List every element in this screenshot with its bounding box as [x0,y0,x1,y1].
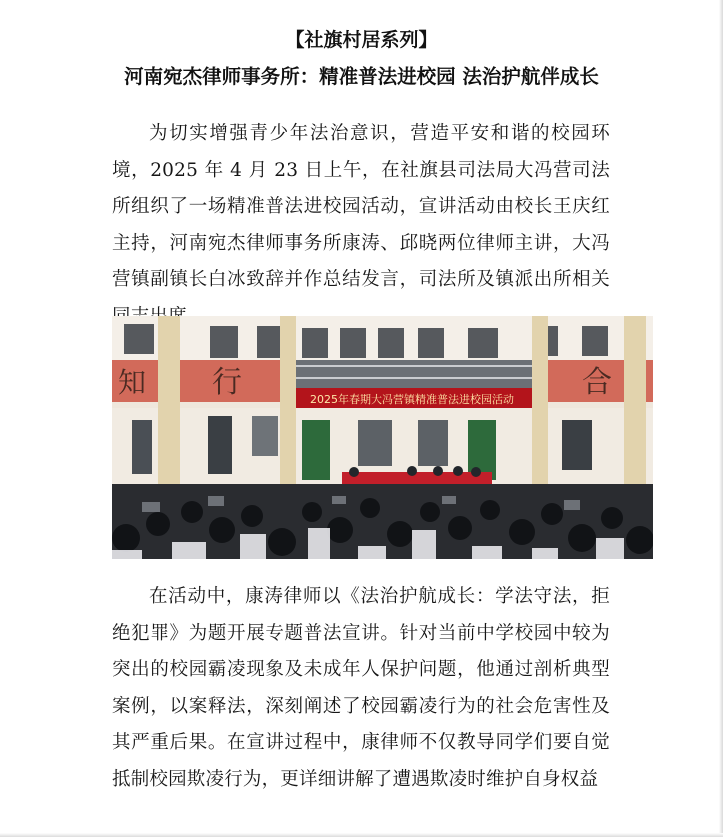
wall-char-zhi: 知 [118,366,147,399]
paragraph-intro: 为切实增强青少年法治意识，营造平安和谐的校园环境，2025 年 4 月 23 日上午，在社旗县司法局大冯营司法所组织了一场精准普法进校园活动，宣讲活动由校长王庆红主持，河南宛杰律师事务所康涛、邱晓两位律师主讲，大冯营镇副镇长白冰致辞并作总结发言，司法所及镇派出所相关 [112,123,610,290]
page-edge-shadow-bottom [0,833,723,837]
article-title: 河南宛杰律师事务所：精准普法进校园 法治护航伴成长 [124,65,599,88]
wall-char-xing: 行 [212,365,242,400]
page-edge-shadow [719,0,723,837]
banner-text: 2025年春期大冯营镇精准普法进校园活动 [310,393,514,406]
wall-char-he: 合 [582,365,612,400]
series-label: 【社旗村居系列】 [285,29,438,51]
green-door-left [302,420,330,480]
paragraph-lecture: 在活动中，康涛律师以《法治护航成长：学法守法，拒绝犯罪》为题开展专题普法宣讲。针对当前中学校园中较为突出的校园霸凌现象及未成年人保护问题，他通过剖析典型案例，以案释法，深刻阐述了校园霸凌行为的社会危害性及其严重后果。在宣讲过程中，康律师不仅教导同学们要自觉抵制校园欺凌行为，更详细讲解了遭遇欺凌时维护自身权益 [112,586,610,790]
event-photo [112,316,653,559]
